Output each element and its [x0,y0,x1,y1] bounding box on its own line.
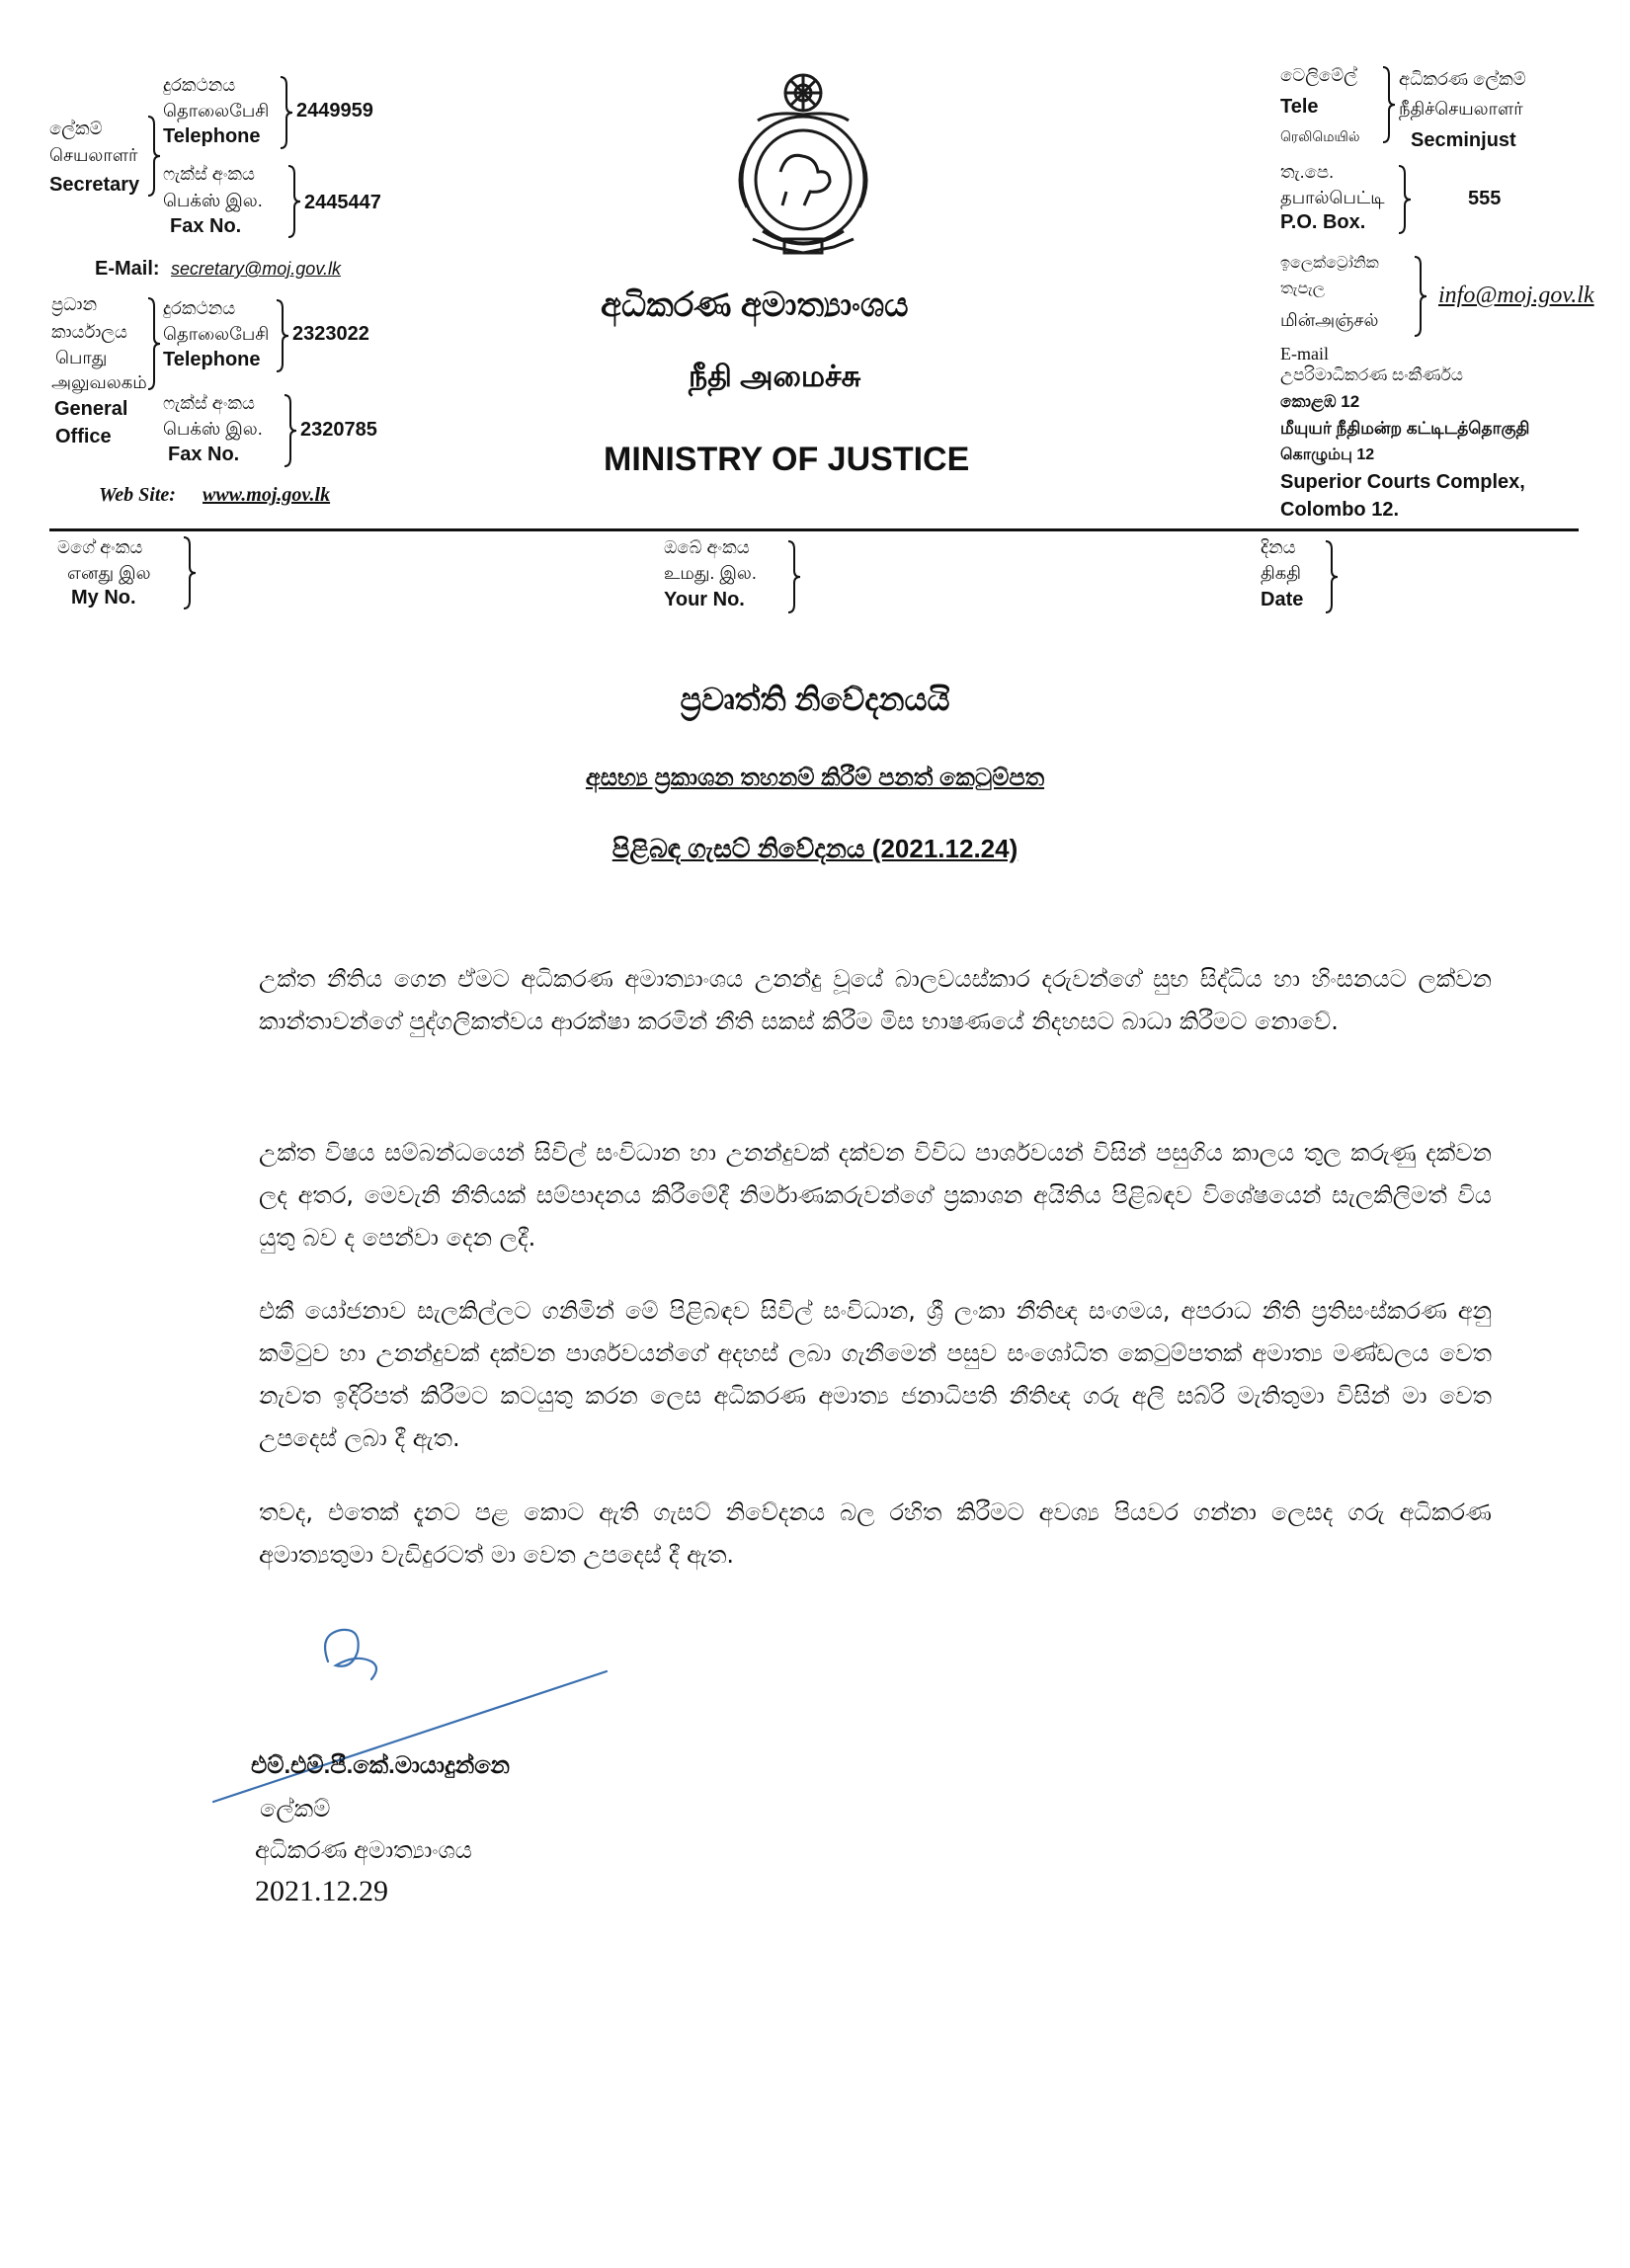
secretary-fax-label-ta: பெக்ஸ் இல. [163,191,263,210]
address-en-2: Colombo 12. [1280,499,1400,521]
header-divider [49,528,1579,531]
signature-date: 2021.12.29 [255,1875,388,1907]
pobox-label-si: තැ.පෙ. [1280,162,1335,182]
secretary-tel-number: 2449959 [296,100,373,122]
your-no-label-ta: உமது. இல. [664,563,757,583]
email-label-en: E-mail [1280,344,1329,364]
general-office-tel-label-si: දුරකථනය [163,298,236,318]
secretary-tel-label-en: Telephone [163,125,261,147]
secretary-fax-label-si: ෆැක්ස් අංකය [163,164,255,184]
general-office-tel-label-ta: தொலைபேசி [163,324,270,344]
address-ta-1: மீயுயர் நீதிமன்ற கட்டிடத்தொகுதி [1280,419,1530,438]
address-si-1: උපරිමාධිකරණ සංකීර්ණය [1280,365,1463,384]
general-office-fax-label-ta: பெக்ஸ் இல. [163,419,263,439]
general-office-tel-number: 2323022 [292,323,369,345]
date-label-si: දිනය [1261,537,1296,557]
secretary-label-si: ලේකම් [49,119,103,138]
ministry-name-ta: நீதி அமைச்சு [689,361,861,393]
brace-icon [146,115,162,198]
email-label-ta: மின்அஞ்சல் [1280,310,1379,330]
my-no-label-si: මගේ අංකය [57,537,143,557]
brace-icon [786,539,802,614]
general-office-label-en-2: Office [55,426,112,447]
date-label-ta: திகதி [1261,563,1302,583]
email-label-si-1: ඉලෙක්ට්‍රෝනික [1280,255,1379,272]
press-release-subtitle-1: අසභ්‍ය ප්‍රකාශන තහනම් කිරීම් පනත් කෙටුම්පත [585,765,1045,791]
brace-icon [1324,539,1340,614]
paragraph: තවද, එතෙක් දැනට පළ කොට ඇති ගැසට් නිවේදනය බල රහිත කිරීමට අවශ්‍ය පියවර ගන්නා ලෙසද ගරු අධිකරණ අමාත්‍යතුමා වැඩිදුරටත් මා වෙත උපදෙස් දී ඇත. [259,1498,1492,1569]
tele-value-en: Secminjust [1411,129,1516,151]
paragraph: උක්ත විෂය සම්බන්ධයෙන් සිවිල් සංවිධාන හා උනන්දුවක් දක්වන විවිධ පාර්ශවයන් විසින් පසුගිය කාලය තුල කරුණු දක්වන ලද අතර, මෙවැනි නීතියක් සම්පාදනය කිරීමේදී නිර්මාණකරුවන්ගේ ප්‍රකාශන අයිතිය පිළිබඳව විශේෂයෙන් සැලකිලිමත් විය යුතු බව ද පෙන්වා දෙන ලදී. [259,1139,1492,1252]
general-office-label-si-1: ප්‍රධාන [51,294,98,314]
ministry-name-en: MINISTRY OF JUSTICE [604,441,970,478]
general-office-fax-number: 2320785 [300,419,377,441]
tele-label-en: Tele [1280,96,1319,118]
ministry-name-si: අධිකරණ අමාත්‍යාංශය [601,286,909,324]
signatory-name: එම්.එම්.පී.කේ.මායාදුන්නෙ [251,1752,511,1779]
signatory-title: ලේකම් [260,1796,331,1822]
your-no-label-si: ඔබේ අංකය [664,537,750,557]
general-office-label-en-1: General [54,398,128,420]
pobox-label-ta: தபால்பெட்டி [1280,188,1385,207]
brace-icon [279,75,294,150]
general-office-fax-label-en: Fax No. [168,444,240,465]
general-office-label-si-2: කාර්යාලය [51,322,127,342]
general-office-fax-label-si: ෆැක්ස් අංකය [163,393,255,413]
pobox-number: 555 [1468,188,1502,209]
secretary-email-label: E-Mail: [95,258,160,280]
signatory-organization: අධිකරණ අමාත්‍යාංශය [255,1837,472,1864]
secretary-label-ta: செயலாளர் [49,145,138,165]
secretary-tel-label-ta: தொலைபேசி [163,101,270,121]
pobox-label-en: P.O. Box. [1280,211,1366,233]
ministry-email-link[interactable]: info@moj.gov.lk [1438,283,1594,308]
secretary-email-link[interactable]: secretary@moj.gov.lk [171,259,341,279]
press-release-subtitle-2: පිළිබඳ ගැසට් නිවේදනය (2021.12.24) [611,834,1019,863]
my-no-label-en: My No. [71,587,136,608]
your-no-label-en: Your No. [664,589,745,610]
brace-icon [1413,255,1428,338]
tele-label-ta: ரெலிமெயில் [1280,128,1360,144]
brace-icon [182,535,198,610]
handwritten-signature-icon [207,1620,622,1822]
brace-icon [275,298,290,373]
brace-icon [283,393,298,468]
secretary-label-en: Secretary [49,174,140,196]
date-label-en: Date [1261,589,1304,610]
general-office-label-ta-2: அலுவலகம் [51,372,147,392]
brace-icon [1381,65,1397,144]
brace-icon [146,296,162,391]
national-emblem-icon [723,63,883,266]
address-si-2: කොළඹ 12 [1280,392,1360,411]
press-release-title: ප්‍රවෘත්ති නිවේදනයයි [680,682,950,717]
secretary-fax-number: 2445447 [304,192,381,213]
tele-label-si: ටෙලිමේල් [1280,65,1357,85]
my-no-label-ta: எனது இல [67,563,151,583]
tele-value-ta: நீதிச்செயலாளர் [1399,99,1523,119]
secretary-fax-label-en: Fax No. [170,215,242,237]
general-office-tel-label-en: Telephone [163,349,261,370]
brace-icon [286,164,302,239]
brace-icon [1397,164,1413,235]
email-label-si-2: තැපැල [1280,281,1325,297]
paragraph: එකී යෝජනාව සැලකිල්ලට ගනිමින් මේ පිළිබඳව සිවිල් සංවිධාන, ශ්‍රී ලංකා නීතිඥ සංගමය, අපරාධ නීති ප්‍රතිසංස්කරණ අනු කමිටුව හා උනන්දුවක් දක්වන පාර්ශවයන්ගේ අදහස් ලබා ගැනීමෙන් පසුව සංශෝධිත කෙටුම්පතක් අමාත්‍ය මණ්ඩලය වෙත නැවත ඉදිරිපත් කිරීමට කටයුතු කරන ලෙස අධිකරණ අමාත්‍ය ජනාධිපති නීතිඥ ගරු අලි සබ්රි මැතිතුමා විසින් මා වෙත උපදෙස් ලබා දී ඇත. [259,1297,1492,1452]
secretary-tel-label-si: දුරකථනය [163,75,236,95]
website-label: Web Site: [99,484,176,506]
general-office-label-ta-1: பொது [55,348,108,367]
paragraph: උක්ත නීතිය ගෙන ඒමට අධිකරණ අමාත්‍යාංශය උනන්දු වූයේ බාලවයස්කාර දරුවන්ගේ සුභ සිද්ධිය හා හිංසනයට ලක්වන කාන්තාවන්ගේ පුද්ගලිකත්වය ආරක්ෂා කරමින් නීති සකස් කිරීම මිස භාෂණයේ නිදහසට බාධා කිරීමට නොවේ. [259,965,1492,1035]
tele-value-si: අධිකරණ ලේකම් [1399,69,1526,89]
website-link[interactable]: www.moj.gov.lk [203,484,331,506]
address-ta-2: கொழும்பு 12 [1280,446,1375,463]
address-en-1: Superior Courts Complex, [1280,471,1525,493]
